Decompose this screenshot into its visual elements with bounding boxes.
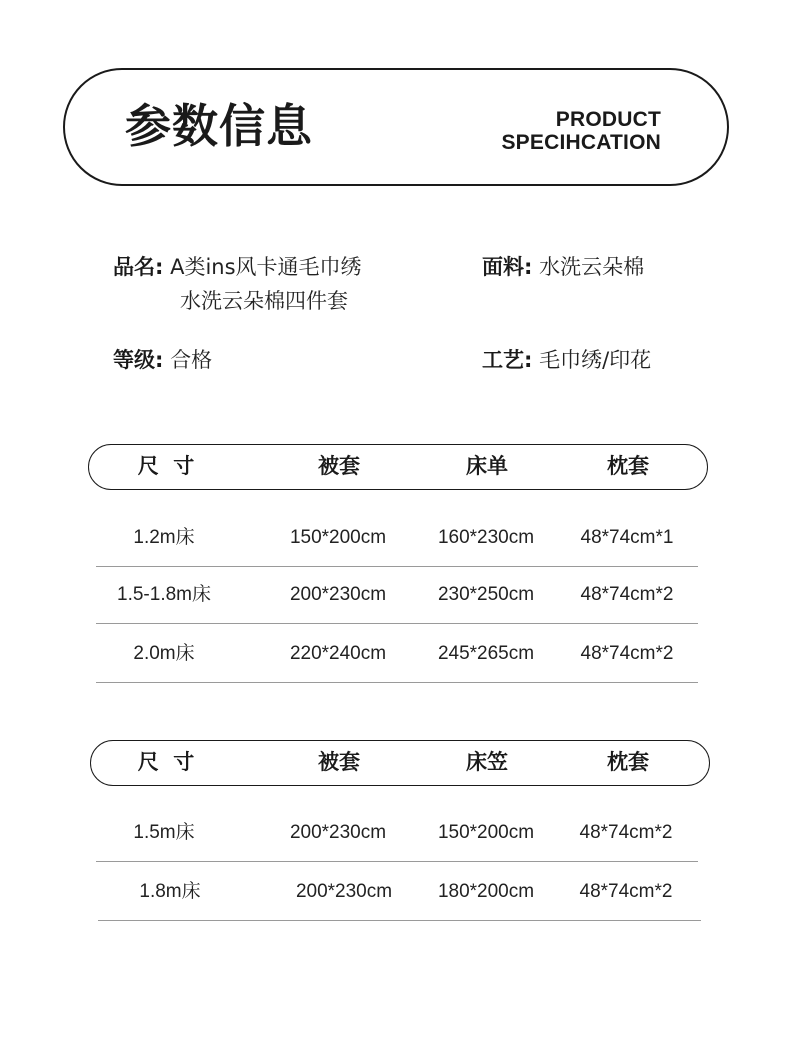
cell-duvet: 220*240cm bbox=[289, 643, 387, 664]
page-subtitle-en bbox=[501, 108, 661, 154]
cell-size: 1.2m床 bbox=[133, 527, 195, 548]
header-pillowcase: 枕套 bbox=[607, 454, 649, 478]
info-fabric bbox=[482, 250, 644, 284]
size-table-2-header bbox=[90, 740, 710, 786]
cell-pillow: 48*74cm*2 bbox=[579, 822, 673, 843]
cell-sheet: 230*250cm bbox=[437, 584, 535, 605]
table-row bbox=[96, 509, 698, 567]
cell-pillow: 48*74cm*2 bbox=[580, 643, 674, 664]
cell-duvet: 150*200cm bbox=[289, 527, 387, 548]
craft-value: 毛巾绣/印花 bbox=[539, 348, 652, 372]
info-grade bbox=[113, 343, 212, 377]
cell-pillow: 48*74cm*1 bbox=[580, 527, 674, 548]
header-size: 尺 寸 bbox=[137, 750, 195, 774]
size-table-1-header bbox=[88, 444, 708, 490]
fabric-value: 水洗云朵棉 bbox=[539, 255, 645, 279]
header-fitted-sheet: 床笠 bbox=[466, 750, 508, 774]
cell-size: 1.5m床 bbox=[133, 822, 195, 843]
product-name-value: A类ins风卡通毛巾绣 bbox=[170, 255, 362, 279]
cell-sheet: 245*265cm bbox=[437, 643, 535, 664]
cell-size: 1.5-1.8m床 bbox=[117, 584, 211, 605]
cell-sheet: 160*230cm bbox=[437, 527, 535, 548]
table-row bbox=[96, 625, 698, 683]
cell-pillow: 48*74cm*2 bbox=[579, 881, 673, 902]
craft-label: 工艺: bbox=[482, 348, 533, 372]
cell-duvet: 200*230cm bbox=[289, 584, 387, 605]
product-name-label: 品名: bbox=[113, 255, 164, 279]
page-title: 参数信息 bbox=[125, 99, 313, 153]
fabric-label: 面料: bbox=[482, 255, 533, 279]
table-row bbox=[96, 566, 698, 624]
cell-fitted-sheet: 150*200cm bbox=[437, 822, 535, 843]
subtitle-line-2: SPECIHCATION bbox=[501, 131, 661, 154]
cell-pillow: 48*74cm*2 bbox=[580, 584, 674, 605]
header-banner bbox=[63, 68, 729, 186]
cell-size: 2.0m床 bbox=[133, 643, 195, 664]
table-row bbox=[96, 804, 698, 862]
grade-value: 合格 bbox=[170, 348, 213, 372]
info-product-name bbox=[113, 250, 362, 284]
header-pillowcase: 枕套 bbox=[607, 750, 649, 774]
product-name-value-cont: 水洗云朵棉四件套 bbox=[180, 289, 348, 313]
cell-fitted-sheet: 180*200cm bbox=[437, 881, 535, 902]
cell-duvet: 200*230cm bbox=[295, 881, 393, 902]
cell-duvet: 200*230cm bbox=[289, 822, 387, 843]
grade-label: 等级: bbox=[113, 348, 164, 372]
header-bed-sheet: 床单 bbox=[466, 454, 508, 478]
header-duvet-cover: 被套 bbox=[318, 454, 360, 478]
table-row bbox=[98, 863, 701, 921]
header-duvet-cover: 被套 bbox=[318, 750, 360, 774]
subtitle-line-1: PRODUCT bbox=[555, 108, 661, 131]
header-size: 尺 寸 bbox=[137, 454, 195, 478]
info-craft bbox=[482, 343, 651, 377]
cell-size: 1.8m床 bbox=[139, 881, 201, 902]
